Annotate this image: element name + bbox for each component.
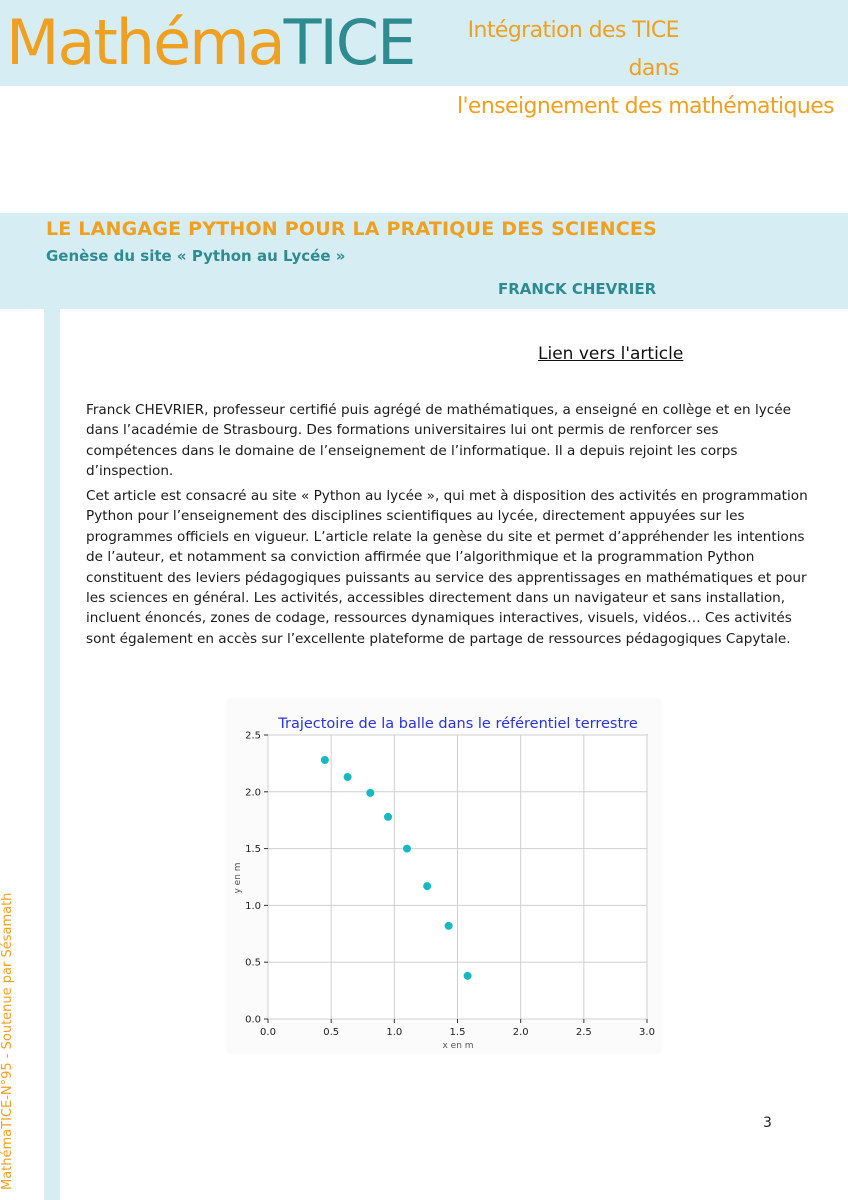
- logo: [6, 4, 414, 82]
- x-tick-label: 0.5: [323, 1027, 340, 1038]
- paragraph-summary: Cet article est consacré au site « Python au lycée », qui met à disposition des activités en programmation Python pour l’enseignement des disciplines scientifiques au lycée, directement appuyées sur les programmes officiels en vigueur. L’article relate la genèse du site et permet d’appréhender les intentions de l’auteur, et notamment sa conviction affirmée que l’algorithmique et la programmation Python constituent des leviers pédagogiques puissants au service des apprentissages en mathématiques et pour les sciences en général. Les activités, accessibles directement dans un navigateur et sans installation, incluent énoncés, zones de codage, ressources dynamiques interactives, visuels, vidéos… Ces activités sont également en accès sur l’excellente plateforme de partage de ressources pédagogiques Capytale.: [86, 488, 808, 647]
- article-author: FRANCK CHEVRIER: [498, 280, 657, 298]
- trajectory-chart: [226, 698, 662, 1054]
- article-subtitle: Genèse du site « Python au Lycée »: [46, 247, 346, 265]
- article-title: LE LANGAGE PYTHON POUR LA PRATIQUE DES SCIENCES: [46, 218, 657, 240]
- data-point: [321, 756, 329, 764]
- data-point: [344, 773, 352, 781]
- header-band: [0, 0, 848, 119]
- x-axis-label: x en m: [442, 1041, 474, 1051]
- y-tick-label: 1.5: [245, 844, 261, 856]
- x-tick-label: 2.0: [512, 1027, 529, 1038]
- data-point: [384, 813, 392, 821]
- chart-container: [226, 698, 662, 1054]
- logo-part2: TICE: [283, 6, 415, 79]
- tagline-line1: Intégration des TICE dans: [467, 18, 679, 81]
- y-axis-label: y en m: [233, 862, 243, 894]
- x-tick-label: 0.0: [260, 1027, 276, 1038]
- page-number: 3: [763, 1115, 772, 1131]
- data-point: [423, 882, 431, 890]
- side-stripe: [44, 309, 60, 1200]
- paragraph-author-bio: Franck CHEVRIER, professeur certifié puis agrégé de mathématiques, a enseigné en collège et en lycée dans l’académie de Strasbourg. Des formations universitaires lui ont permis de renforcer ses compétences dans le domaine de l’enseignement de l’informatique. Il a depuis rejoint les corps d’inspection.: [86, 402, 791, 480]
- sidebar-text: MathémaTICE-N°95 - Soutenue par Sésamath: [0, 892, 15, 1190]
- data-point: [464, 972, 472, 980]
- y-tick-label: 2.5: [245, 730, 261, 742]
- x-tick-label: 3.0: [639, 1027, 655, 1038]
- y-tick-label: 2.0: [245, 787, 261, 799]
- tagline: [414, 12, 834, 126]
- y-tick-label: 1.0: [245, 900, 261, 912]
- data-point: [366, 789, 374, 797]
- tagline-line2: l'enseignement des mathématiques: [456, 94, 834, 119]
- chart-title: Trajectoire de la balle dans le référentiel terrestre: [278, 716, 638, 732]
- data-point: [403, 845, 411, 853]
- y-tick-label: 0.5: [245, 957, 261, 969]
- x-tick-label: 2.5: [575, 1027, 592, 1038]
- x-tick-label: 1.0: [386, 1027, 403, 1038]
- logo-part1: Mathéma: [6, 6, 284, 79]
- data-point: [445, 922, 453, 930]
- x-tick-label: 1.5: [449, 1027, 466, 1038]
- y-tick-label: 0.0: [245, 1014, 261, 1026]
- article-link[interactable]: Lien vers l'article: [538, 344, 684, 364]
